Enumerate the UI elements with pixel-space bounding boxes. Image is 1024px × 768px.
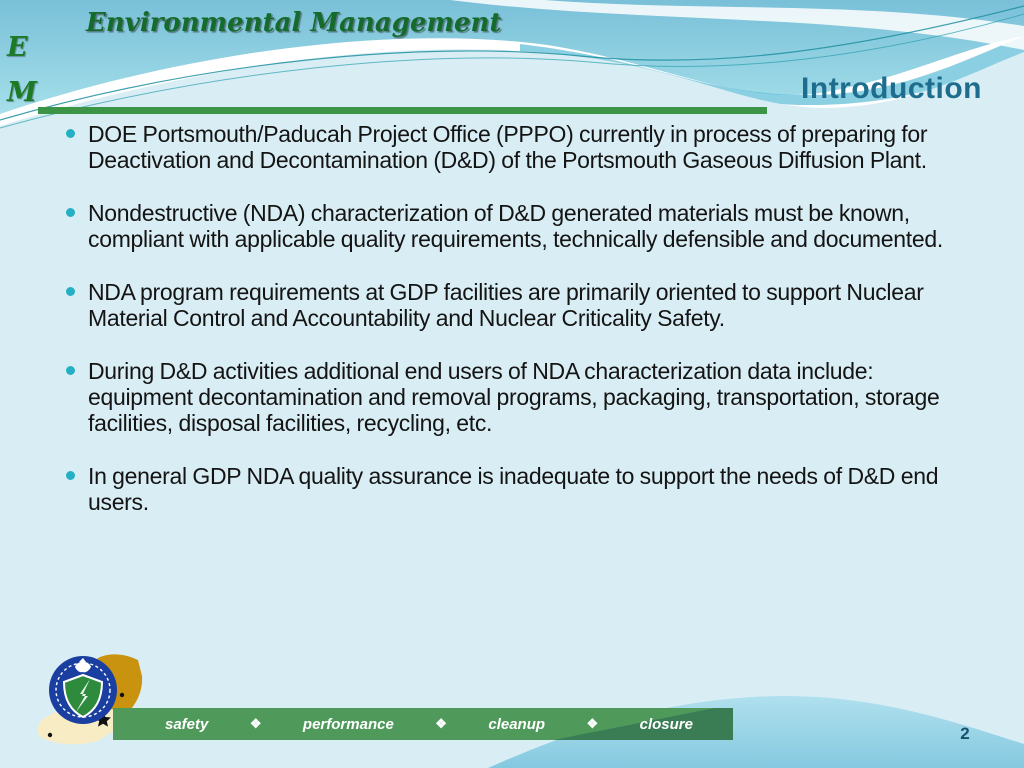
- bullet-dot-icon: [66, 287, 75, 296]
- brand-letter-e: E: [7, 32, 28, 63]
- bullet-text: During D&D activities additional end users of NDA characterization data include: equipment decontamination and removal programs, packaging, transportation, storage facilities, disposal facilities, recycling, etc.: [88, 358, 940, 436]
- slide-title: Introduction: [801, 72, 982, 105]
- bullet-item: [66, 463, 971, 515]
- page-number: 2: [960, 724, 970, 743]
- diamond-icon: ❖: [586, 716, 599, 731]
- bullet-item: [66, 279, 971, 331]
- diamond-icon: ❖: [249, 716, 262, 731]
- bullet-text: DOE Portsmouth/Paducah Project Office (PPPO) currently in process of preparing for Deactivation and Decontamination (D&D) of the Portsmouth Gaseous Diffusion Plant.: [88, 121, 928, 173]
- bullet-dot-icon: [66, 471, 75, 480]
- bullet-text: NDA program requirements at GDP facilities are primarily oriented to support Nuclear Material Control and Accountability and Nuclear Criticality Safety.: [88, 279, 924, 331]
- doe-pppo-logo: [28, 648, 168, 763]
- bullet-dot-icon: [66, 208, 75, 217]
- bullet-item: [66, 358, 971, 436]
- bullet-dot-icon: [66, 129, 75, 138]
- motto-cleanup: cleanup: [488, 715, 546, 733]
- doe-seal-icon: [49, 656, 117, 724]
- motto-safety: safety: [165, 715, 209, 733]
- brand-letter-m: M: [7, 77, 37, 108]
- brand-title: Environmental Management: [86, 8, 502, 38]
- header-divider: [38, 107, 767, 114]
- bullet-text: Nondestructive (NDA) characterization of D&D generated materials must be known, compliant with applicable quality requirements, technically defensible and documented.: [88, 200, 943, 252]
- bullet-dot-icon: [66, 366, 75, 375]
- motto-performance: performance: [302, 715, 394, 733]
- motto-row: [165, 708, 693, 740]
- bullet-item: [66, 121, 971, 173]
- bullet-text: In general GDP NDA quality assurance is inadequate to support the needs of D&D end users.: [88, 463, 939, 515]
- diamond-icon: ❖: [435, 716, 447, 731]
- footer-motto-banner: [113, 708, 733, 740]
- motto-closure: closure: [639, 715, 693, 733]
- slide-body: [66, 121, 971, 542]
- bullet-item: [66, 200, 971, 252]
